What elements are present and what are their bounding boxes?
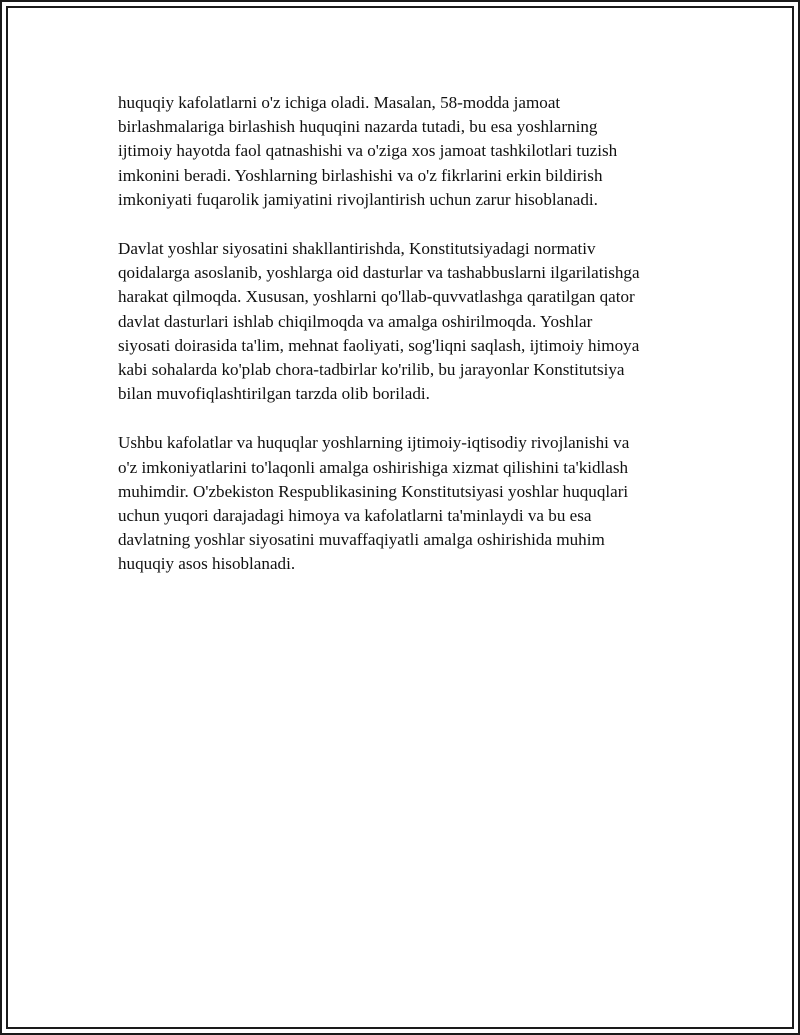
paragraph-line: huquqiy kafolatlarni o'z ichiga oladi. Masalan, 58-modda jamoat xyxy=(118,93,561,112)
document-body xyxy=(118,91,690,602)
paragraph-1 xyxy=(118,91,690,212)
paragraph-line: kabi sohalarda ko'plab chora-tadbirlar ko'rilib, bu jarayonlar Konstitutsiya xyxy=(118,360,625,380)
paragraph-line: imkoniyati fuqarolik jamiyatini rivojlantirish uchun zarur hisoblanadi. xyxy=(118,189,598,209)
paragraph-line: birlashmalariga birlashish huquqini nazarda tutadi, bu esa yoshlarning xyxy=(118,117,598,137)
paragraph-line: uchun yuqori darajadagi himoya va kafolatlarni ta'minlaydi va bu esa xyxy=(118,506,592,526)
paragraph-line: davlatning yoshlar siyosatini muvaffaqiyatli amalga oshirishida muhim xyxy=(118,530,605,550)
paragraph-line: qoidalarga asoslanib, yoshlarga oid dasturlar va tashabbuslarni ilgarilatishga xyxy=(118,263,640,283)
paragraph-line: muhimdir. O'zbekiston Respublikasining Konstitutsiyasi yoshlar huquqlari xyxy=(118,481,629,501)
paragraph-3 xyxy=(118,431,690,576)
paragraph-line: huquqiy asos hisoblanadi. xyxy=(118,554,296,574)
paragraph-line: Davlat yoshlar siyosatini shakllantirishda, Konstitutsiyadagi normativ xyxy=(118,239,596,259)
paragraph-line: bilan muvofiqlashtirilgan tarzda olib boriladi. xyxy=(118,384,430,404)
paragraph-line: Ushbu kafolatlar va huquqlar yoshlarning ijtimoiy-iqtisodiy rivojlanishi va xyxy=(118,433,630,453)
paragraph-line: imkonini beradi. Yoshlarning birlashishi va o'z fikrlarini erkin bildirish xyxy=(118,165,603,185)
paragraph-line: siyosati doirasida ta'lim, mehnat faoliyati, sog'liqni saqlash, ijtimoiy himoya xyxy=(118,335,640,355)
paragraph-line: davlat dasturlari ishlab chiqilmoqda va amalga oshirilmoqda. Yoshlar xyxy=(118,311,593,331)
paragraph-line: harakat qilmoqda. Xususan, yoshlarni qo'llab-quvvatlashga qaratilgan qator xyxy=(118,287,635,307)
paragraph-line: o'z imkoniyatlarini to'laqonli amalga oshirishiga xizmat qilishini ta'kidlash xyxy=(118,457,629,477)
paragraph-line: ijtimoiy hayotda faol qatnashishi va o'ziga xos jamoat tashkilotlari tuzish xyxy=(118,141,618,161)
paragraph-2 xyxy=(118,237,690,406)
